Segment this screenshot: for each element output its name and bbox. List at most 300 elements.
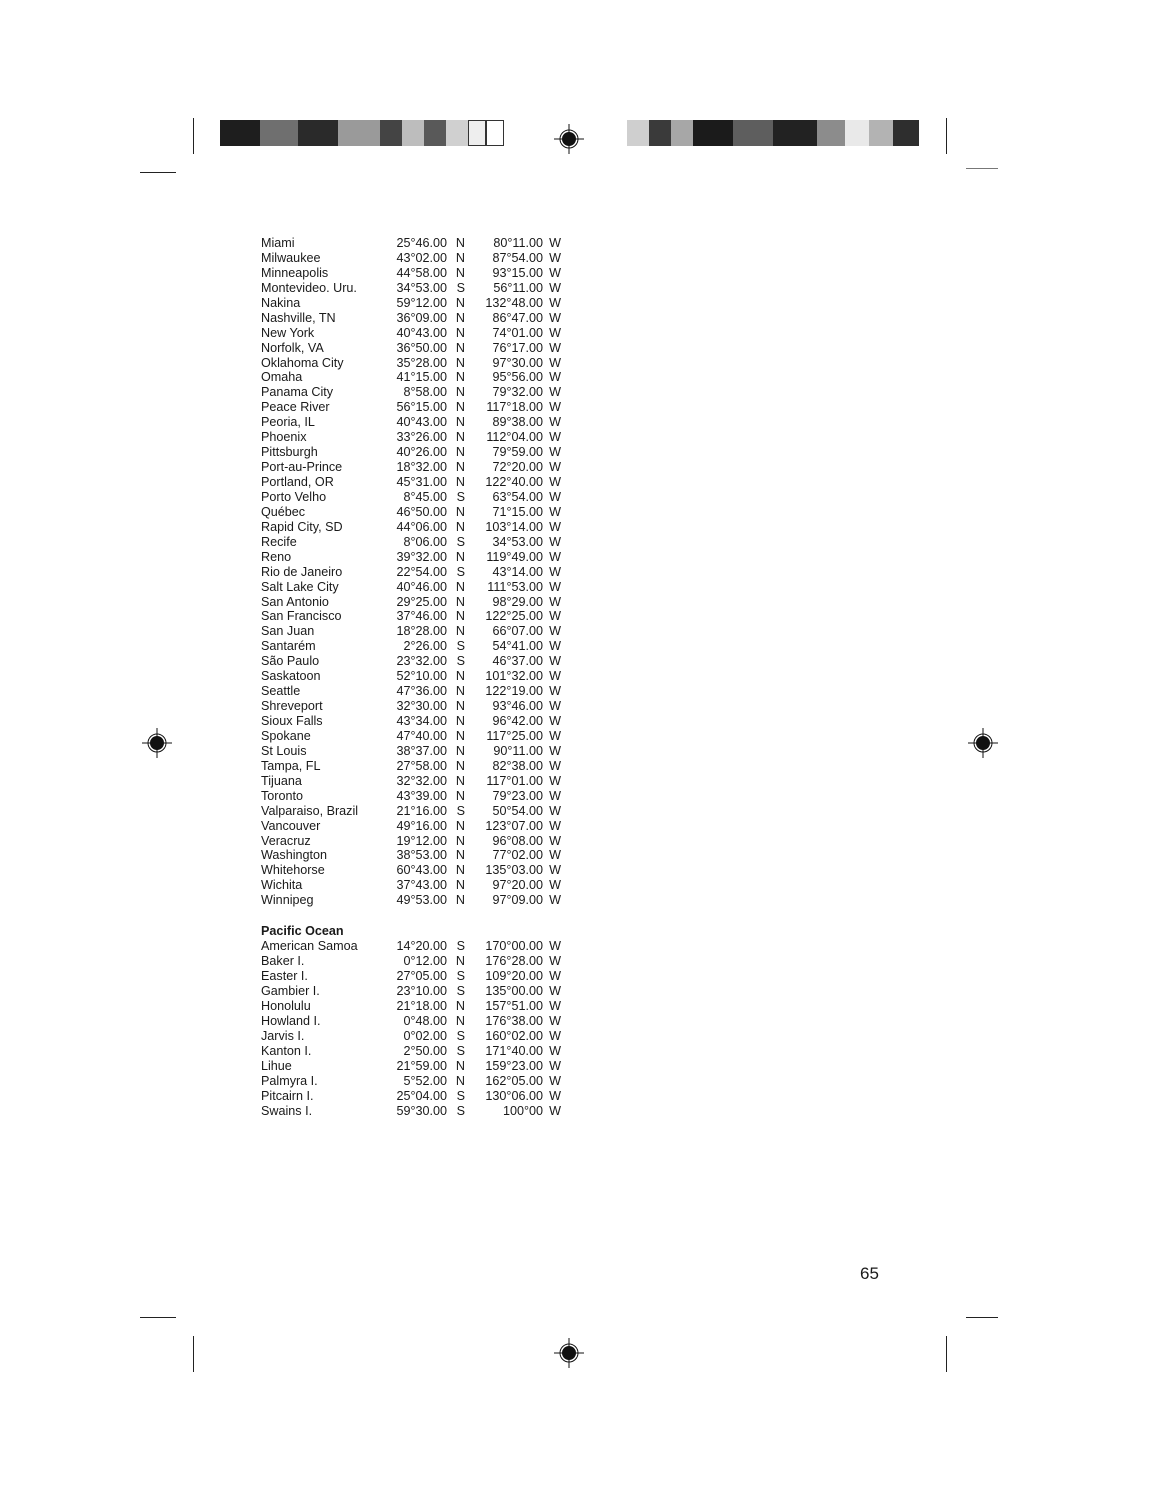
longitude-hemisphere: W [549,340,561,355]
latitude-value: 43°34.00 [396,714,447,728]
location-name: Rio de Janeiro [261,564,343,579]
latitude-hemisphere: S [456,280,465,295]
latitude-value: 23°10.00 [396,984,447,998]
latitude-hemisphere: N [455,848,465,863]
longitude-hemisphere: W [549,773,561,788]
longitude-hemisphere: W [549,519,561,534]
location-name: Rapid City, SD [261,519,343,534]
latitude-value: 21°16.00 [396,803,447,818]
latitude-hemisphere: N [455,758,465,773]
table-row [261,819,561,834]
latitude-hemisphere: N [455,415,465,430]
table-row [261,400,561,415]
longitude-value: 103°14.00 [485,519,543,534]
table-row [261,460,561,475]
longitude-value: 72°20.00 [492,460,543,475]
calibration-bar-left [220,120,504,146]
longitude-value: 135°00.00 [485,984,543,998]
longitude-hemisphere: W [549,250,561,265]
table-row [261,834,561,849]
longitude-value: 122°19.00 [485,684,543,699]
longitude-value: 93°15.00 [492,265,543,280]
location-name: Porto Velho [261,489,327,504]
latitude-hemisphere: N [455,445,465,460]
latitude-hemisphere: S [456,639,465,654]
longitude-value: 159°23.00 [485,1058,543,1073]
longitude-hemisphere: W [549,728,561,743]
latitude-hemisphere: N [455,728,465,743]
location-name: Santarém [261,639,316,654]
longitude-value: 100°00 [502,1103,543,1118]
longitude-hemisphere: W [549,699,561,714]
latitude-hemisphere: S [456,1043,465,1058]
latitude-value: 0°48.00 [403,1013,447,1028]
latitude-hemisphere: N [455,1058,465,1073]
longitude-hemisphere: W [549,1028,561,1043]
longitude-value: 76°17.00 [492,340,543,355]
longitude-value: 46°37.00 [492,654,543,669]
table-row [261,370,561,385]
latitude-value: 25°46.00 [396,236,447,250]
latitude-value: 46°50.00 [396,504,447,519]
longitude-hemisphere: W [549,878,561,893]
table-row [261,490,561,505]
location-name: Tijuana [261,773,302,788]
table-row [261,969,561,984]
latitude-value: 38°53.00 [396,848,447,863]
latitude-value: 60°43.00 [396,863,447,878]
longitude-value: 176°28.00 [485,954,543,969]
longitude-value: 98°29.00 [492,594,543,609]
crop-mark-bottom-left-vertical [193,1336,194,1372]
latitude-value: 43°39.00 [396,788,447,803]
location-name: Québec [261,504,306,519]
latitude-hemisphere: N [455,340,465,355]
latitude-value: 35°28.00 [396,355,447,370]
latitude-value: 21°59.00 [396,1058,447,1073]
location-name: Tampa, FL [261,758,321,773]
latitude-value: 43°02.00 [396,250,447,265]
table-row [261,744,561,759]
latitude-value: 21°18.00 [396,998,447,1013]
coordinate-listing [261,236,561,1118]
latitude-hemisphere: N [455,863,465,878]
location-name: San Francisco [261,609,342,624]
latitude-hemisphere: N [455,400,465,415]
longitude-value: 122°40.00 [485,475,543,489]
table-row [261,385,561,400]
latitude-value: 38°37.00 [396,743,447,758]
location-name: Seattle [261,684,301,699]
location-name: Nashville, TN [261,310,336,325]
longitude-hemisphere: W [549,415,561,430]
latitude-value: 47°40.00 [396,728,447,743]
latitude-hemisphere: N [455,833,465,848]
table-row [261,789,561,804]
longitude-value: 43°14.00 [492,564,543,579]
longitude-value: 135°03.00 [485,863,543,878]
latitude-hemisphere: N [455,609,465,624]
location-name: Reno [261,549,292,564]
location-name: Pitcairn I. [261,1088,314,1103]
longitude-value: 117°01.00 [486,773,543,788]
table-row [261,984,561,999]
latitude-hemisphere: S [456,654,465,669]
location-name: Oklahoma City [261,355,344,370]
registration-mark-right-icon [968,728,998,758]
latitude-hemisphere: S [456,1103,465,1118]
longitude-hemisphere: W [549,803,561,818]
latitude-value: 37°43.00 [396,878,447,893]
section-heading-pacific-ocean: Pacific Ocean [261,924,344,939]
longitude-hemisphere: W [549,1058,561,1073]
latitude-hemisphere: N [455,504,465,519]
location-name: St Louis [261,743,307,758]
location-name: Port-au-Prince [261,460,343,475]
table-row [261,236,561,251]
longitude-value: 79°23.00 [492,788,543,803]
table-row [261,430,561,445]
table-row [261,550,561,565]
longitude-hemisphere: W [549,1043,561,1058]
latitude-hemisphere: N [455,893,465,908]
latitude-value: 25°04.00 [396,1088,447,1103]
latitude-value: 34°53.00 [396,280,447,295]
location-name: Baker I. [261,954,305,969]
crop-mark-bottom-right-horizontal [966,1317,998,1318]
latitude-hemisphere: S [456,1028,465,1043]
table-row [261,326,561,341]
longitude-hemisphere: W [549,400,561,415]
location-name: Vancouver [261,818,321,833]
table-row [261,266,561,281]
table-row [261,939,561,954]
location-name: Kanton I. [261,1043,312,1058]
location-name: Norfolk, VA [261,340,324,355]
table-row [261,609,561,624]
crop-mark-top-right-vertical [946,118,947,154]
latitude-value: 40°43.00 [396,415,447,430]
longitude-hemisphere: W [549,1073,561,1088]
latitude-hemisphere: N [455,624,465,639]
crop-mark-bottom-right-vertical [946,1336,947,1372]
latitude-value: 32°30.00 [396,699,447,714]
latitude-hemisphere: N [455,519,465,534]
page-number: 65 [860,1264,879,1283]
latitude-value: 59°30.00 [396,1103,447,1118]
latitude-hemisphere: N [455,998,465,1013]
longitude-value: 71°15.00 [492,504,543,519]
longitude-hemisphere: W [549,969,561,984]
longitude-value: 97°09.00 [492,893,543,908]
table-row [261,878,561,893]
table-row [261,804,561,819]
longitude-hemisphere: W [549,609,561,624]
longitude-value: 119°49.00 [486,549,543,564]
registration-mark-top-icon [554,124,584,154]
longitude-hemisphere: W [549,475,561,489]
table-row [261,954,561,969]
table-row [261,595,561,610]
longitude-value: 112°04.00 [486,430,543,445]
longitude-value: 157°51.00 [485,998,543,1013]
location-name: Gambier I. [261,984,320,998]
latitude-value: 45°31.00 [396,475,447,489]
latitude-hemisphere: N [455,325,465,340]
latitude-hemisphere: N [455,773,465,788]
longitude-value: 56°11.00 [493,280,543,295]
longitude-hemisphere: W [549,460,561,475]
latitude-value: 49°53.00 [396,893,447,908]
latitude-hemisphere: N [455,265,465,280]
location-name: Sioux Falls [261,714,323,728]
longitude-hemisphere: W [549,489,561,504]
table-row [261,774,561,789]
longitude-value: 89°38.00 [492,415,543,430]
longitude-hemisphere: W [549,684,561,699]
longitude-hemisphere: W [549,833,561,848]
longitude-hemisphere: W [549,534,561,549]
latitude-value: 40°46.00 [396,579,447,594]
table-row [261,893,561,908]
longitude-hemisphere: W [549,984,561,998]
longitude-value: 93°46.00 [492,699,543,714]
longitude-hemisphere: W [549,295,561,310]
latitude-value: 27°05.00 [396,969,447,984]
longitude-hemisphere: W [549,549,561,564]
latitude-value: 52°10.00 [396,669,447,684]
longitude-hemisphere: W [549,714,561,728]
longitude-value: 117°25.00 [486,728,543,743]
longitude-hemisphere: W [549,504,561,519]
north-america-list [261,236,561,908]
location-name: Whitehorse [261,863,325,878]
latitude-value: 40°26.00 [396,445,447,460]
latitude-hemisphere: N [455,475,465,489]
calibration-bar-right [627,120,919,146]
latitude-value: 39°32.00 [396,549,447,564]
location-name: São Paulo [261,654,320,669]
table-row [261,1014,561,1029]
table-row [261,684,561,699]
longitude-value: 77°02.00 [492,848,543,863]
longitude-value: 63°54.00 [492,489,543,504]
longitude-value: 66°07.00 [492,624,543,639]
table-row [261,296,561,311]
longitude-value: 123°07.00 [485,818,543,833]
latitude-hemisphere: N [455,1013,465,1028]
latitude-value: 49°16.00 [396,818,447,833]
longitude-hemisphere: W [549,370,561,385]
longitude-hemisphere: W [549,280,561,295]
longitude-value: 111°53.00 [487,579,543,594]
table-row [261,415,561,430]
latitude-hemisphere: N [455,549,465,564]
latitude-hemisphere: N [455,579,465,594]
latitude-value: 8°58.00 [403,385,447,400]
latitude-hemisphere: S [456,534,465,549]
table-row [261,1029,561,1044]
table-row [261,475,561,490]
location-name: Palmyra I. [261,1073,318,1088]
latitude-hemisphere: S [456,803,465,818]
latitude-hemisphere: S [456,1088,465,1103]
longitude-hemisphere: W [549,848,561,863]
location-name: Veracruz [261,833,311,848]
table-row [261,639,561,654]
longitude-hemisphere: W [549,355,561,370]
location-name: Valparaiso, Brazil [261,803,359,818]
longitude-value: 74°01.00 [492,325,543,340]
longitude-hemisphere: W [549,564,561,579]
location-name: Easter I. [261,969,308,984]
table-row [261,654,561,669]
location-name: Nakina [261,295,301,310]
longitude-hemisphere: W [549,310,561,325]
latitude-hemisphere: N [455,878,465,893]
table-row [261,505,561,520]
table-row [261,863,561,878]
latitude-value: 40°43.00 [396,325,447,340]
longitude-value: 80°11.00 [493,236,543,250]
latitude-hemisphere: N [455,714,465,728]
longitude-value: 171°40.00 [485,1043,543,1058]
latitude-value: 36°09.00 [396,310,447,325]
longitude-value: 34°53.00 [492,534,543,549]
longitude-value: 130°06.00 [485,1088,543,1103]
latitude-hemisphere: N [455,699,465,714]
longitude-hemisphere: W [549,893,561,908]
location-name: Jarvis I. [261,1028,305,1043]
latitude-value: 44°06.00 [396,519,447,534]
location-name: Panama City [261,385,334,400]
table-row [261,341,561,356]
latitude-hemisphere: N [455,594,465,609]
longitude-hemisphere: W [549,1103,561,1118]
location-name: San Juan [261,624,315,639]
location-name: American Samoa [261,939,358,954]
location-name: New York [261,325,315,340]
location-name: Recife [261,534,297,549]
location-name: San Antonio [261,594,329,609]
location-name: Spokane [261,728,311,743]
latitude-hemisphere: S [456,984,465,998]
table-row [261,669,561,684]
longitude-hemisphere: W [549,639,561,654]
crop-mark-top-left-vertical [193,118,194,154]
table-row [261,281,561,296]
longitude-hemisphere: W [549,445,561,460]
latitude-value: 41°15.00 [396,370,447,385]
latitude-value: 8°45.00 [403,489,447,504]
longitude-hemisphere: W [549,863,561,878]
longitude-value: 132°48.00 [485,295,543,310]
location-name: Peoria, IL [261,415,315,430]
longitude-hemisphere: W [549,669,561,684]
latitude-value: 8°06.00 [403,534,447,549]
location-name: Portland, OR [261,475,334,489]
table-row [261,1074,561,1089]
latitude-value: 19°12.00 [396,833,447,848]
longitude-value: 97°20.00 [492,878,543,893]
location-name: Shreveport [261,699,323,714]
longitude-value: 176°38.00 [485,1013,543,1028]
location-name: Washington [261,848,328,863]
latitude-value: 56°15.00 [396,400,447,415]
longitude-value: 160°02.00 [485,1028,543,1043]
longitude-hemisphere: W [549,385,561,400]
latitude-value: 37°46.00 [396,609,447,624]
longitude-value: 82°38.00 [492,758,543,773]
latitude-value: 0°12.00 [403,954,447,969]
table-row [261,729,561,744]
longitude-hemisphere: W [549,236,561,250]
latitude-hemisphere: N [455,684,465,699]
latitude-hemisphere: N [455,310,465,325]
location-name: Lihue [261,1058,292,1073]
longitude-value: 50°54.00 [492,803,543,818]
location-name: Toronto [261,788,304,803]
location-name: Minneapolis [261,265,329,280]
latitude-value: 23°32.00 [396,654,447,669]
latitude-hemisphere: N [455,669,465,684]
table-row [261,1104,561,1119]
latitude-value: 0°02.00 [403,1028,447,1043]
latitude-value: 2°26.00 [403,639,447,654]
latitude-value: 44°58.00 [396,265,447,280]
latitude-value: 32°32.00 [396,773,447,788]
longitude-value: 117°18.00 [486,400,543,415]
latitude-value: 33°26.00 [396,430,447,445]
latitude-hemisphere: N [455,743,465,758]
longitude-value: 96°08.00 [492,833,543,848]
pacific-ocean-list [261,939,561,1118]
longitude-hemisphere: W [549,998,561,1013]
latitude-value: 27°58.00 [396,758,447,773]
location-name: Omaha [261,370,303,385]
location-name: Montevideo. Uru. [261,280,357,295]
location-name: Swains I. [261,1103,313,1118]
longitude-hemisphere: W [549,954,561,969]
longitude-hemisphere: W [549,788,561,803]
table-row [261,356,561,371]
longitude-value: 54°41.00 [492,639,543,654]
latitude-value: 5°52.00 [403,1073,447,1088]
latitude-hemisphere: S [456,564,465,579]
registration-mark-bottom-icon [554,1338,584,1368]
longitude-hemisphere: W [549,743,561,758]
latitude-value: 47°36.00 [396,684,447,699]
table-row [261,1044,561,1059]
table-row [261,251,561,266]
longitude-hemisphere: W [549,265,561,280]
latitude-hemisphere: N [455,236,465,250]
longitude-hemisphere: W [549,430,561,445]
latitude-value: 36°50.00 [396,340,447,355]
latitude-hemisphere: N [455,370,465,385]
latitude-hemisphere: N [455,385,465,400]
table-row [261,311,561,326]
longitude-hemisphere: W [549,654,561,669]
latitude-value: 2°50.00 [403,1043,447,1058]
longitude-value: 96°42.00 [492,714,543,728]
longitude-hemisphere: W [549,1088,561,1103]
latitude-hemisphere: N [455,460,465,475]
crop-mark-bottom-left-horizontal [140,1317,176,1318]
longitude-hemisphere: W [549,325,561,340]
table-row [261,565,561,580]
location-name: Salt Lake City [261,579,339,594]
